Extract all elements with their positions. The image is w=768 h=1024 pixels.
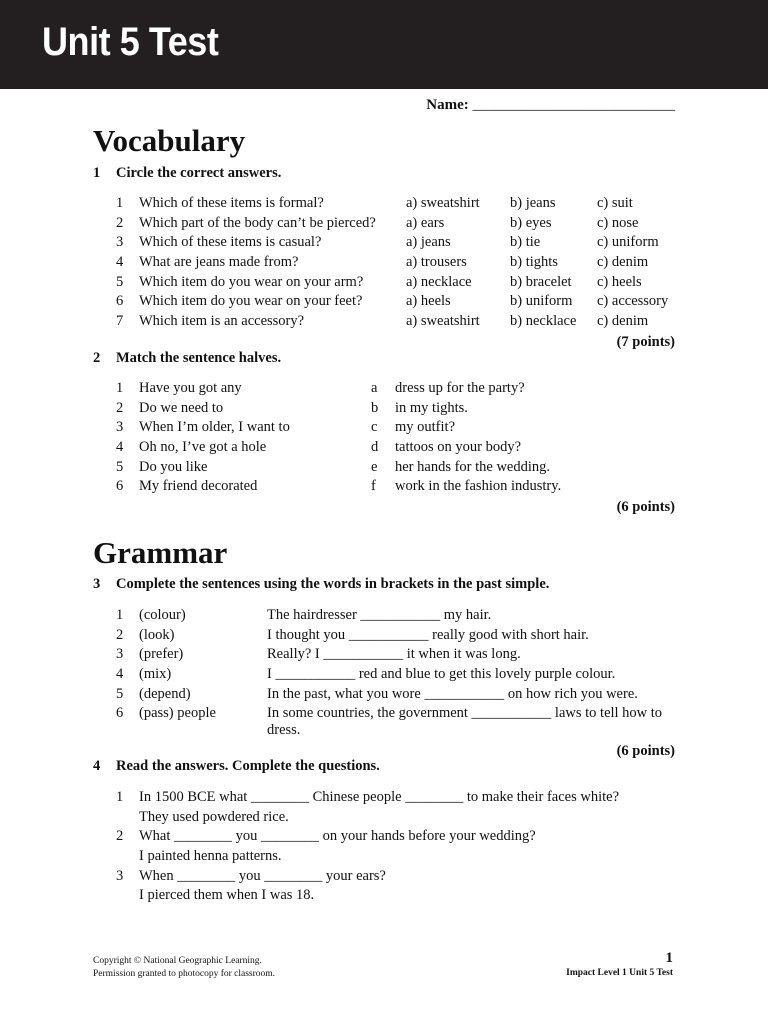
sentence-second-half: dress up for the party? <box>395 380 525 396</box>
sentence-second-half: tattoos on your body? <box>395 439 522 456</box>
option-a[interactable]: a) heels <box>406 293 451 310</box>
list-item <box>0 379 768 399</box>
sentence-first-half: Do you like <box>139 458 208 475</box>
sentence-second-half: my outfit? <box>395 419 456 436</box>
match-letter: e <box>371 458 378 475</box>
bracket-word: (pass) people <box>139 705 216 722</box>
item-number: 1 <box>116 195 124 211</box>
item-number: 4 <box>116 666 124 683</box>
gap-sentence[interactable]: I ___________ red and blue to get this lovely purple colour. <box>267 666 616 683</box>
match-letter: b <box>371 399 379 416</box>
item-number: 5 <box>116 685 124 702</box>
gap-sentence[interactable]: In some countries, the government ___________ laws to tell how to dress. <box>267 705 663 739</box>
sentence-first-half: My friend decorated <box>139 478 258 495</box>
list-item <box>0 685 768 705</box>
list-item <box>0 194 768 214</box>
list-item <box>0 418 768 438</box>
question-text: Which of these items is formal? <box>139 195 324 211</box>
list-item <box>0 477 768 497</box>
list-item-answer <box>0 847 768 867</box>
exercise-1-points: (7 points) <box>616 334 675 350</box>
item-number: 3 <box>116 867 124 884</box>
bracket-word: (depend) <box>139 685 191 702</box>
list-item <box>0 626 768 646</box>
header-band <box>0 0 768 89</box>
option-a[interactable]: a) necklace <box>406 273 472 290</box>
name-field[interactable] <box>426 97 675 114</box>
list-item <box>0 292 768 312</box>
item-number: 5 <box>116 273 124 290</box>
gap-sentence[interactable]: In the past, what you wore ___________ on how rich you were. <box>267 685 638 702</box>
test-name: Impact Level 1 Unit 5 Test <box>566 968 673 978</box>
name-blank[interactable]: ___________________________ <box>472 97 675 113</box>
option-c[interactable]: c) denim <box>597 254 649 271</box>
option-c[interactable]: c) heels <box>597 273 642 290</box>
name-label: Name: <box>426 97 469 113</box>
option-a[interactable]: a) ears <box>406 214 445 231</box>
list-item <box>0 788 768 808</box>
sentence-second-half: work in the fashion industry. <box>395 478 562 495</box>
exercise-number: 1 <box>93 165 101 181</box>
option-a[interactable]: a) sweatshirt <box>406 195 480 211</box>
question-text: What are jeans made from? <box>139 254 299 271</box>
list-item <box>0 233 768 253</box>
item-number: 2 <box>116 626 124 643</box>
item-number: 1 <box>116 380 124 396</box>
exercise-number: 4 <box>93 758 101 774</box>
item-number: 6 <box>116 705 124 722</box>
item-number: 6 <box>116 293 124 310</box>
list-item <box>0 867 768 887</box>
sentence-first-half: When I’m older, I want to <box>139 419 290 436</box>
gap-question[interactable]: In 1500 BCE what ________ Chinese people ________ to make their faces white? <box>139 789 620 805</box>
sentence-second-half: her hands for the wedding. <box>395 458 551 475</box>
list-item-answer <box>0 886 768 906</box>
item-number: 4 <box>116 439 124 456</box>
exercise-number: 2 <box>93 350 101 366</box>
list-item <box>0 273 768 293</box>
page-title: Unit 5 Test <box>42 20 219 64</box>
item-number: 2 <box>116 828 124 845</box>
sentence-first-half: Have you got any <box>139 380 242 396</box>
match-letter: d <box>371 439 379 456</box>
item-number: 3 <box>116 646 124 663</box>
item-number: 2 <box>116 399 124 416</box>
question-text: Which part of the body can’t be pierced? <box>139 214 376 231</box>
exercise-3-list <box>0 606 768 743</box>
exercise-2-instruction <box>93 349 281 367</box>
item-number: 3 <box>116 234 124 251</box>
page-number: 1 <box>665 950 673 966</box>
bracket-word: (mix) <box>139 666 172 683</box>
option-c[interactable]: c) denim <box>597 313 649 330</box>
option-b[interactable]: b) necklace <box>510 313 577 330</box>
item-number: 2 <box>116 214 124 231</box>
question-text: Which item is an accessory? <box>139 313 305 330</box>
list-item <box>0 827 768 847</box>
list-item <box>0 704 768 743</box>
footer-copyright <box>93 955 275 981</box>
match-letter: c <box>371 419 378 436</box>
option-c[interactable]: c) accessory <box>597 293 669 310</box>
list-item <box>0 645 768 665</box>
gap-sentence[interactable]: The hairdresser ___________ my hair. <box>267 607 492 623</box>
exercise-4-instruction <box>93 757 380 775</box>
item-number: 1 <box>116 789 124 805</box>
sentence-second-half: in my tights. <box>395 399 468 416</box>
copyright-text: Copyright © National Geographic Learning. <box>93 956 262 966</box>
option-c[interactable]: c) uniform <box>597 234 659 251</box>
permission-text: Permission granted to photocopy for classroom. <box>93 969 276 979</box>
match-letter: a <box>371 380 378 396</box>
option-a[interactable]: a) sweatshirt <box>406 313 480 330</box>
exercise-1-list <box>0 194 768 332</box>
exercise-number: 3 <box>93 576 101 592</box>
bracket-word: (prefer) <box>139 646 184 663</box>
option-b[interactable]: b) bracelet <box>510 273 572 290</box>
item-number: 5 <box>116 458 124 475</box>
question-text: Which of these items is casual? <box>139 234 322 251</box>
answer-text: I painted henna patterns. <box>139 848 282 865</box>
instruction-text: Match the sentence halves. <box>116 350 282 366</box>
sentence-first-half: Oh no, I’ve got a hole <box>139 439 267 456</box>
list-item <box>0 312 768 332</box>
option-b[interactable]: b) jeans <box>510 195 556 211</box>
item-number: 3 <box>116 419 124 436</box>
exercise-2-list <box>0 379 768 497</box>
list-item <box>0 458 768 478</box>
gap-sentence[interactable]: I thought you ___________ really good with short hair. <box>267 626 589 643</box>
sentence-first-half: Do we need to <box>139 399 224 416</box>
item-number: 1 <box>116 607 124 623</box>
exercise-3-instruction <box>93 575 549 593</box>
section-title-grammar: Grammar <box>93 535 228 570</box>
list-item <box>0 438 768 458</box>
item-number: 4 <box>116 254 124 271</box>
option-b[interactable]: b) uniform <box>510 293 573 310</box>
list-item <box>0 399 768 419</box>
option-c[interactable]: c) nose <box>597 214 639 231</box>
gap-question[interactable]: What ________ you ________ on your hands before your wedding? <box>139 828 536 845</box>
instruction-text: Read the answers. Complete the questions. <box>116 758 380 774</box>
list-item <box>0 606 768 626</box>
answer-text: They used powdered rice. <box>139 808 289 825</box>
gap-sentence[interactable]: Really? I ___________ it when it was long. <box>267 646 521 663</box>
option-b[interactable]: b) eyes <box>510 214 552 231</box>
answer-text: I pierced them when I was 18. <box>139 887 315 904</box>
instruction-text: Complete the sentences using the words in brackets in the past simple. <box>116 576 550 592</box>
section-title-vocabulary: Vocabulary <box>93 123 246 158</box>
option-b[interactable]: b) tights <box>510 254 558 271</box>
option-a[interactable]: a) jeans <box>406 234 451 251</box>
exercise-2-points: (6 points) <box>616 499 675 515</box>
exercise-3-points: (6 points) <box>616 743 675 759</box>
item-number: 6 <box>116 478 124 495</box>
list-item <box>0 665 768 685</box>
exercise-4-list <box>0 788 768 906</box>
bracket-word: (look) <box>139 626 175 643</box>
question-text: Which item do you wear on your feet? <box>139 293 363 310</box>
exercise-1-instruction <box>93 164 281 182</box>
option-b[interactable]: b) tie <box>510 234 541 251</box>
option-a[interactable]: a) trousers <box>406 254 467 271</box>
question-text: Which item do you wear on your arm? <box>139 273 364 290</box>
list-item <box>0 214 768 234</box>
option-c[interactable]: c) suit <box>597 195 633 211</box>
gap-question[interactable]: When ________ you ________ your ears? <box>139 867 386 884</box>
match-letter: f <box>371 478 376 495</box>
bracket-word: (colour) <box>139 607 186 623</box>
instruction-text: Circle the correct answers. <box>116 165 282 181</box>
item-number: 7 <box>116 313 124 330</box>
list-item <box>0 253 768 273</box>
list-item-answer <box>0 808 768 828</box>
